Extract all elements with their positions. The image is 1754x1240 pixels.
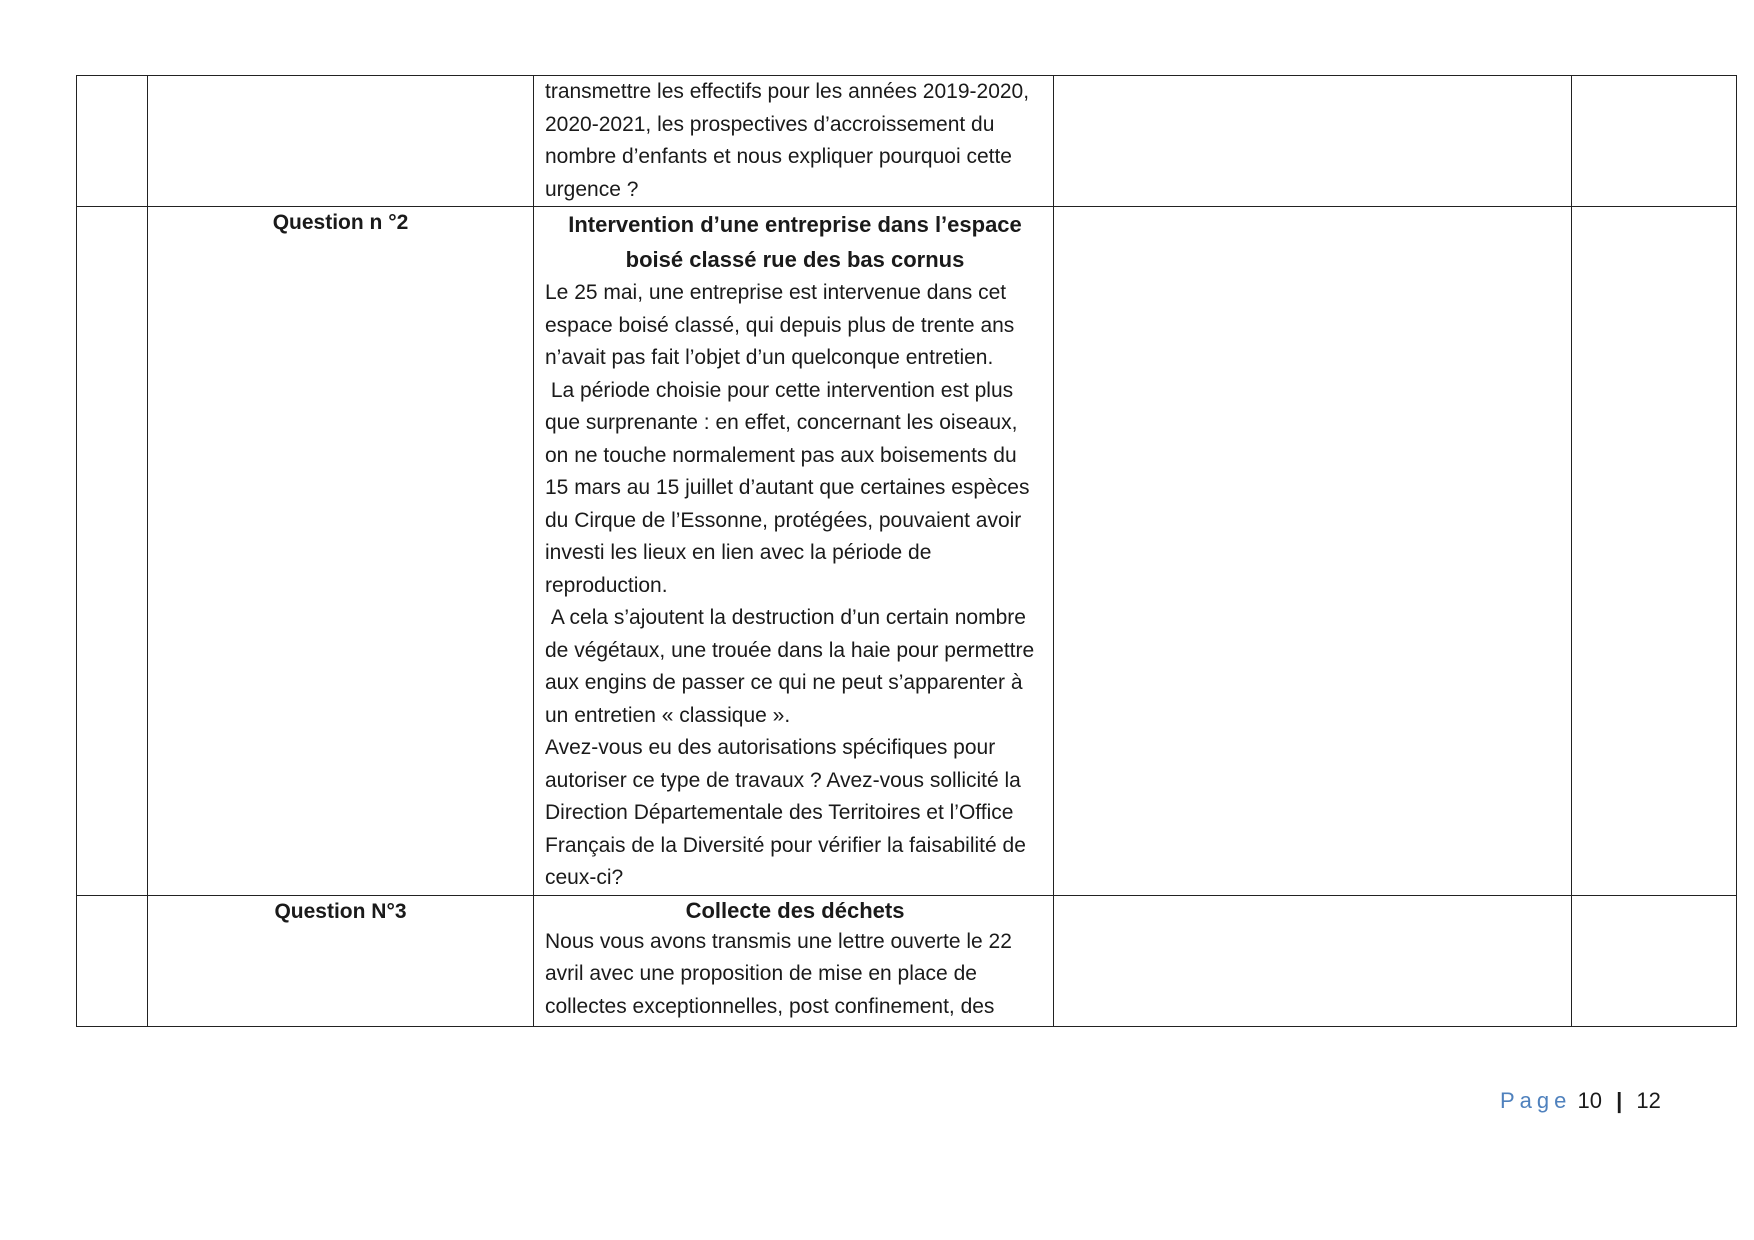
page-word: Page	[1500, 1088, 1572, 1113]
question-content-cell	[534, 207, 1054, 896]
question-heading: Intervention d’une entreprise dans l’espace boisé classé rue des bas cornus	[568, 212, 1022, 272]
notes-cell	[1572, 207, 1737, 896]
paragraph: La période choisie pour cette intervention est plus que surprenante : en effet, concernant les oiseaux, on ne touche normalement pas aux boisements du 15 mars au 15 juillet d’autant que certaines espèces du Cirque de l’Essonne, protégées, pouvaient avoir investi les lieux en lien avec la période de reproduction.	[545, 378, 1036, 597]
notes-cell	[1572, 895, 1737, 1026]
page-separator: |	[1616, 1088, 1623, 1113]
response-cell	[1054, 76, 1572, 207]
question-heading: Collecte des déchets	[685, 897, 905, 923]
response-cell	[1054, 207, 1572, 896]
question-label-cell	[148, 76, 534, 207]
question-label: Question N°3	[274, 899, 407, 923]
notes-cell	[1572, 76, 1737, 207]
page-footer	[1500, 1088, 1661, 1114]
total-pages-number: 12	[1636, 1088, 1661, 1113]
paragraph: Avez-vous eu des autorisations spécifiques pour autoriser ce type de travaux ? Avez-vous sollicité la Direction Départementale des Territoires et l’Office Français de la Diversité pour vérifier la faisabilité de ceux-ci?	[545, 736, 1032, 889]
row-number-cell	[77, 207, 148, 896]
paragraph: Nous vous avons transmis une lettre ouverte le 22 avril avec une proposition de mise en place de collectes exceptionnelles, post confinement, des	[545, 929, 1018, 1018]
table-row	[77, 76, 1737, 207]
question-content-cell	[534, 76, 1054, 207]
current-page-number: 10	[1577, 1088, 1602, 1113]
row-number-cell	[77, 76, 148, 207]
table-row	[77, 207, 1737, 896]
row-number-cell	[77, 895, 148, 1026]
document-table	[76, 75, 1737, 1027]
question-label: Question n °2	[272, 211, 409, 234]
question-label-cell	[148, 895, 534, 1026]
question-label-cell	[148, 207, 534, 896]
paragraph: Le 25 mai, une entreprise est intervenue dans cet espace boisé classé, qui depuis plus de trente ans n’avait pas fait l’objet d’un quelconque entretien.	[545, 281, 1021, 369]
paragraph: A cela s’ajoutent la destruction d’un certain nombre de végétaux, une trouée dans la haie pour permettre aux engins de passer ce qui ne peut s’apparenter à un entretien « classique ».	[545, 606, 1041, 727]
question-content-cell	[534, 895, 1054, 1026]
table-row	[77, 895, 1737, 1026]
response-cell	[1054, 895, 1572, 1026]
paragraph: transmettre les effectifs pour les années 2019-2020, 2020-2021, les prospectives d’accroissement du nombre d’enfants et nous expliquer pourquoi cette urgence ?	[545, 80, 1035, 201]
